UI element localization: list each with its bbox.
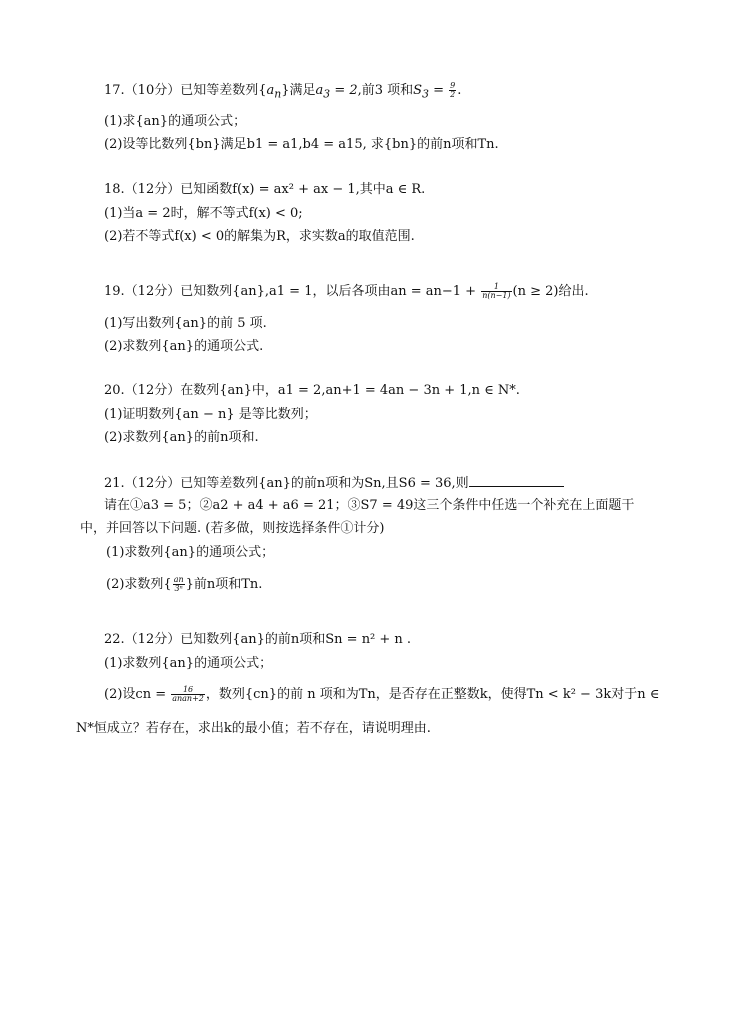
q21-instruction: 中，并回答以下问题. (若多做，则按选择条件①计分) [80, 521, 385, 536]
q21-part1: (1)求数列{an}的通项公式； [106, 545, 275, 560]
q18-title: 18.（12分）已知函数f(x) = ax² + ax − 1,其中a ∈ R. [104, 182, 426, 197]
q21-part2: (2)求数列{ $\frac{an}{\text{3ⁿ}}$ }前n项和Tn. [106, 575, 263, 593]
q18-part1: (1)当a = 2时，解不等式f(x) < 0; [104, 206, 303, 221]
q21-title: 21.（12分）已知等差数列{an}的前n项和为Sn,且S6 = 36,则 [104, 474, 564, 492]
fraction: $\frac{an}{\text{3ⁿ}}$ [173, 575, 184, 593]
fraction: $\frac{1}{n(n-1)}$ [482, 282, 511, 300]
fraction: $\frac{9}{2}$ [450, 81, 456, 99]
q20-title: 20.（12分）在数列{an}中，a1 = 2,an+1 = 4an − 3n + 1,n ∈ N*. [104, 383, 520, 398]
q20-part1: (1)证明数列{an − n} 是等比数列； [104, 407, 317, 422]
q22-continuation: N*恒成立？若存在，求出k的最小值；若不存在，请说明理由. [76, 721, 431, 736]
q22-title: 22.（12分）已知数列{an}的前n项和Sn = n² + n . [104, 632, 412, 647]
q19-part2: (2)求数列{an}的通项公式. [104, 339, 264, 354]
q17-part1: (1)求{an}的通项公式； [104, 114, 247, 129]
q21-conditions: 请在①a3 = 5；②a2 + a4 + a6 = 21；③S7 = 49这三个条件中任选一个补充在上面题干 [104, 498, 635, 513]
q19-part1: (1)写出数列{an}的前 5 项. [104, 316, 267, 331]
q18-part2: (2)若不等式f(x) < 0的解集为R，求实数a的取值范围. [104, 229, 415, 244]
q17-part2: (2)设等比数列{bn}满足b1 = a1,b4 = a15, 求{bn}的前n项和Tn. [104, 137, 499, 152]
q17-title: 17.（10分）已知等差数列$\{a_n\}$满足$a_3 = 2$,前3 项和$S_3$ = $\frac{9}{2}$ . [104, 81, 462, 101]
q22-part2: (2)设cn = $\frac{16}{\text{anan+2}}$ ，数列{cn}的前 n 项和为Tn，是否存在正整数k，使得Tn < k² − 3k对于n ∈ [104, 685, 660, 703]
fraction: $\frac{16}{\text{anan+2}}$ [172, 685, 204, 703]
answer-blank [469, 474, 564, 487]
q20-part2: (2)求数列{an}的前n项和. [104, 430, 259, 445]
q19-title: 19.（12分）已知数列{an},a1 = 1，以后各项由an = an−1 + $\frac{1}{n(n-1)}$ (n ≥ 2)给出. [104, 282, 589, 300]
q22-part1: (1)求数列{an}的通项公式； [104, 656, 273, 671]
